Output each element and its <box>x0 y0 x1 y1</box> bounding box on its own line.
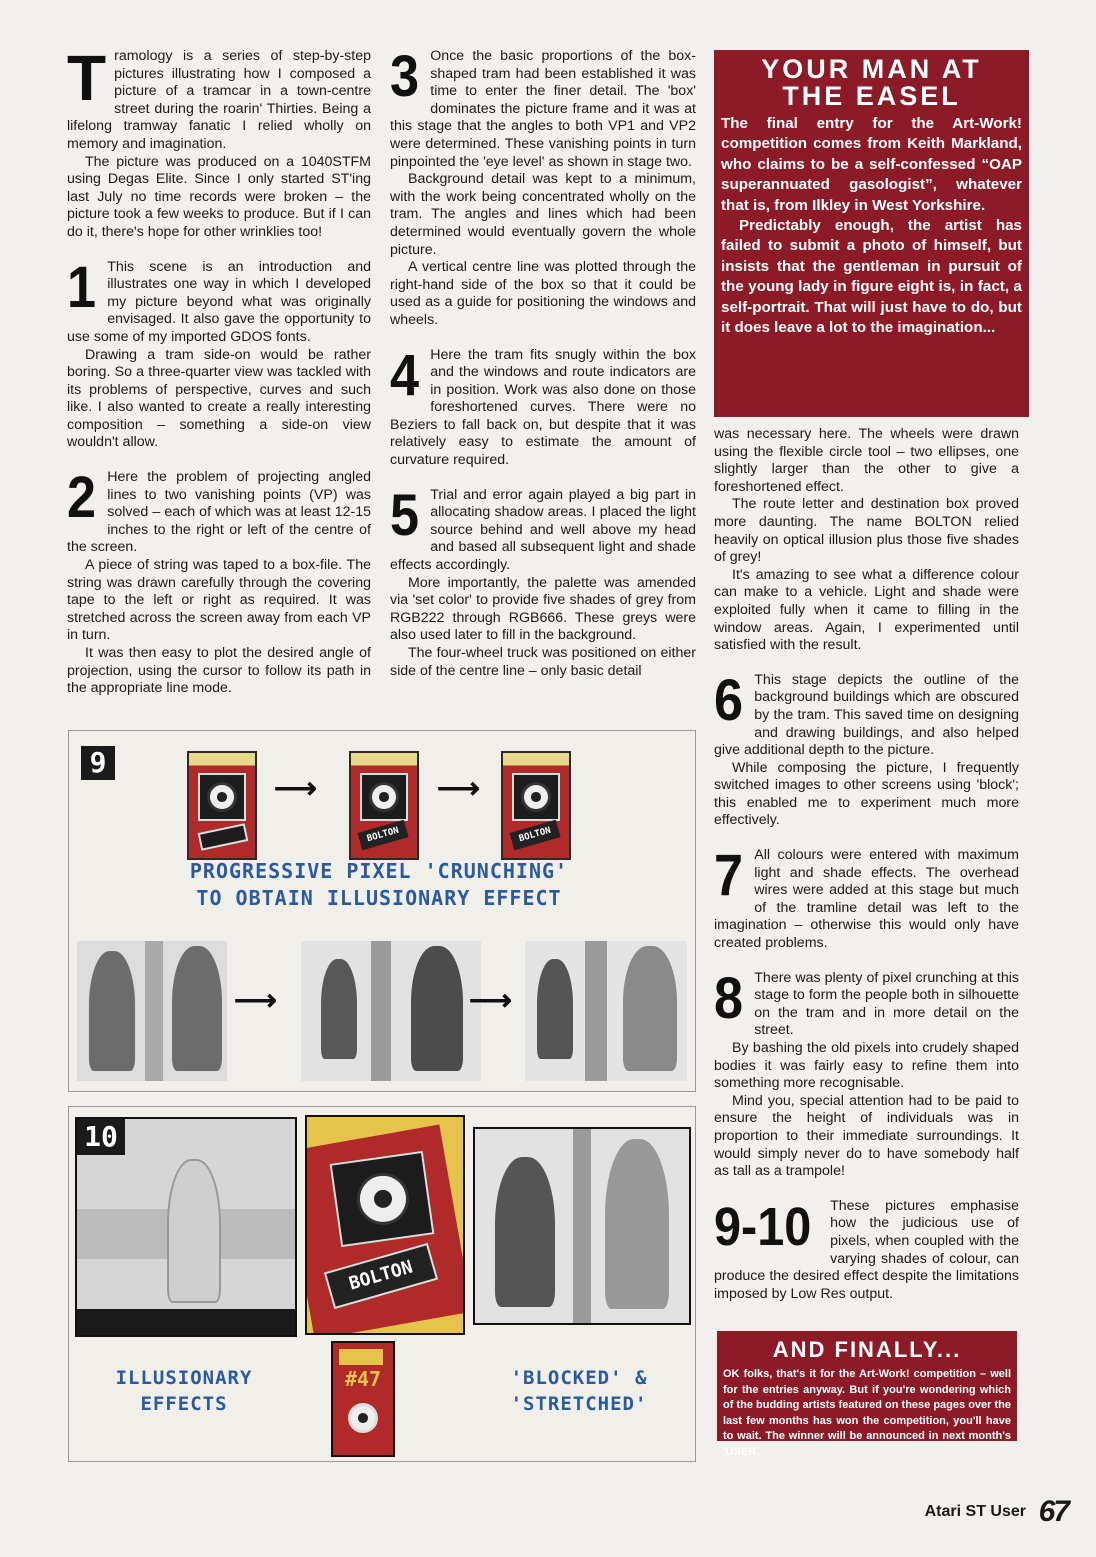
silhouette-panel <box>77 941 227 1081</box>
magazine-name: Atari ST User <box>924 1503 1026 1520</box>
sidebar-title: YOUR MAN AT THE EASEL <box>761 54 982 111</box>
arrow-icon: ⟶ <box>469 984 513 1017</box>
and-finally-title: AND FINALLY... <box>772 1337 962 1362</box>
destination-board: BOLTON <box>324 1243 438 1309</box>
section-number: 3 <box>390 44 420 109</box>
section-number: 2 <box>67 465 97 531</box>
section-6: 6 This stage depicts the outline of the background buildings which are obscured by the tram. This saved time on designing and drawing buildings, and also helped give additional depth to the picture. While composing the picture, I frequently switched images to other screens using 'block'; this enabled me to experiment much more effectively. <box>714 667 1019 829</box>
and-finally-body: OK folks, that's it for the Art-Work! competition – well for the entries anyway. But if you're wondering which of the budding artists featured on these pages over the last few months has won the competition, you'll have to wait. The winner will be announced in next month's 'USER. <box>723 1368 1011 1458</box>
section-7: 7 All colours were entered with maximum light and shade effects. The overhead wires were added at this stage but much of the tramline detail was left to the imagination – otherwise this would only have created problems. <box>714 843 1019 952</box>
and-finally-box <box>717 1331 1017 1458</box>
sidebar-box <box>714 50 1029 417</box>
column-1 <box>67 42 371 698</box>
figure-10 <box>68 1106 696 1462</box>
arrow-icon: ⟶ <box>437 772 481 805</box>
bolton-sign-panel <box>305 1115 465 1335</box>
section-9-10: 9-10 These pictures emphasise how the judicious use of pixels, when coupled with the varying shades of colour, can produce the desired effect despite the limitations imposed by Low Res output. <box>714 1196 1019 1302</box>
column-2 <box>390 44 696 680</box>
tram-sign-3 <box>501 751 571 860</box>
tram-sign-2 <box>349 751 419 860</box>
small-route-sign <box>331 1341 395 1457</box>
intro-paragraph-2: The picture was produced on a 1040STFM using Degas Elite. Since I only started ST'ing last July no time records were broken – the picture took a few weeks to produce. But if I can do it, there's hope for other wrinklies too! <box>67 153 371 240</box>
section-4: 4 Here the tram fits snugly within the box and the windows and route indicators are in position. Work was also done on those foreshortened curves. There were no Beziers to fall back on, but despite that it was relatively easy to estimate the amount of curvature required. <box>390 342 696 469</box>
column-3: was necessary here. The wheels were drawn using the flexible circle tool – two ellipses, one slightly larger than the other to give a foreshortened effect. The route letter and destination box proved more daunting. The name BOLTON relied heavily on optical illusion plus those five shades of grey! It's amazing to see what a difference colour can make to a vehicle. Light and shade were exploited fully when it came to filling in the window areas. Again, I experimented until satisfied with the result. 6 This stage depicts the outline of the background buildings which are obscured by the tram. This saved time on designing and drawing buildings, and also helped give additional depth to the picture. While composing the picture, I frequently switched images to other screens using 'block'; this enabled me to experiment much more effectively. 7 All colours were entered with maximum light and shade effects. The overhead wires were added at this stage but much of the tramline detail was left to the imagination – otherwise this would only have created problems. 8 There was plenty of pixel crunching at this stage to form the people both in silhouette on the tram and in more detail on the street. By bashing the old pixels into crudely shaped bodies it was fairly easy to refine them into something more recognisable. Mind you, special attention had to be paid to ensure the height of individuals was in proportion to their immediate surroundings. It would simply never do to have somebody half as tall as a trampole! 9-10 These pictures emphasise how the judicious use of pixels, when coupled with the varying shades of colour, can produce the desired effect despite the limitations imposed by Low Res output. <box>714 426 1019 1302</box>
figure-number: 9 <box>81 746 115 780</box>
section-number: 7 <box>714 843 744 909</box>
section-3: 3 Once the basic proportions of the box-shaped tram had been established it was time to enter the finer detail. The 'box' dominates the picture frame and it was at this stage that the angles to both VP1 and VP2 were determined. These vanishing points in turn pinpointed the 'eye level' as shown in stage two. Background detail was kept to a minimum, with the work being concentrated wholly on the tram. The angles and lines which had been determined would eventually govern the whole picture. A vertical centre line was plotted through the right-hand side of the box so that it could be used as a guide for positioning the windows and wheels. <box>390 44 696 328</box>
section-8: 8 There was plenty of pixel crunching at this stage to form the people both in silhouette on the tram and in more detail on the street. By bashing the old pixels into crudely shaped bodies it was fairly easy to refine them into something more recognisable. Mind you, special attention had to be paid to ensure the height of individuals was in proportion to their immediate surroundings. It would simply never do to have somebody half as tall as a trampole! <box>714 965 1019 1180</box>
arrow-icon: ⟶ <box>234 984 278 1017</box>
blocked-stretched-panel <box>473 1127 691 1325</box>
arrow-icon: ⟶ <box>274 772 318 805</box>
figure-9-caption: PROGRESSIVE PIXEL 'CRUNCHING' TO OBTAIN ILLUSIONARY EFFECT <box>189 859 569 910</box>
full-detail-panel <box>525 941 687 1081</box>
section-5: 5 Trial and error again played a big part in allocating shadow areas. I placed the light source behind and well above my head and based all subsequent light and shade effects accordingly. More importantly, the palette was amended via 'set color' to provide five shades of grey from RGB222 through RGB666. These greys were also used later to fill in the background. The four-wheel truck was positioned on either side of the centre line – only basic detail <box>390 482 696 679</box>
partial-detail-panel <box>301 941 481 1081</box>
tram-sign-1 <box>187 751 257 860</box>
section-number: 4 <box>390 342 420 408</box>
section-1: 1 This scene is an introduction and illustrates one way in which I developed my picture beyond what was originally envisaged. It also gave the opportunity to use some of my imported GDOS fonts. Drawing a tram side-on would be rather boring. So a three-quarter view was tackled with its problems of perspective, curves and such like. I also wanted to create a really interesting composition – something a side-on view wouldn't allow. <box>67 254 371 451</box>
sidebar-body: The final entry for the Art-Work! competition comes from Keith Markland, who claims to be a self-confessed “OAP superannuated gasologist”, whatever that is, from Ilkley in West Yorkshire. Predictably enough, the artist has failed to submit a photo of himself, but insists that the gentleman in pursuit of the young lady in figure eight is, in fact, a self-portrait. That will just have to do, but it does leave a lot to the imagination... <box>721 115 1022 337</box>
figure-9 <box>68 730 696 1092</box>
section-number: 6 <box>714 667 744 733</box>
section-number: 9-10 <box>714 1196 812 1257</box>
route-number: #47 <box>344 1367 382 1391</box>
section-number: 8 <box>714 965 744 1031</box>
section-number: 5 <box>390 482 420 548</box>
page-number: 67 <box>1038 1495 1068 1528</box>
caption-blocked-stretched: 'BLOCKED' & 'STRETCHED' <box>510 1367 648 1415</box>
figure-number: 10 <box>77 1119 125 1155</box>
destination-board: BOLTON <box>357 820 408 851</box>
intro-paragraph: Tramology is a series of step-by-step pictures illustrating how I composed a picture of a tramcar in a town-centre street during the roarin' Thirties. Being a lifelong tramway fanatic I relied wholly on memory and imagination. <box>67 42 371 152</box>
drop-cap: T <box>67 42 107 114</box>
caption-illusionary-effects: ILLUSIONARY EFFECTS <box>115 1367 253 1415</box>
section-2: 2 Here the problem of projecting angled lines to two vanishing points (VP) was solved – each of which was at least 12-15 inches to the right or left of the centre of the screen. A piece of string was taped to a box-file. The string was drawn carefully through the covering tape to the left or right as required. It was stretched across the screen away from each VP in turn. It was then easy to plot the desired angle of projection, using the cursor to follow its path in the appropriate line mode. <box>67 465 371 697</box>
destination-board: BOLTON <box>509 820 560 851</box>
section-number: 1 <box>67 254 97 320</box>
